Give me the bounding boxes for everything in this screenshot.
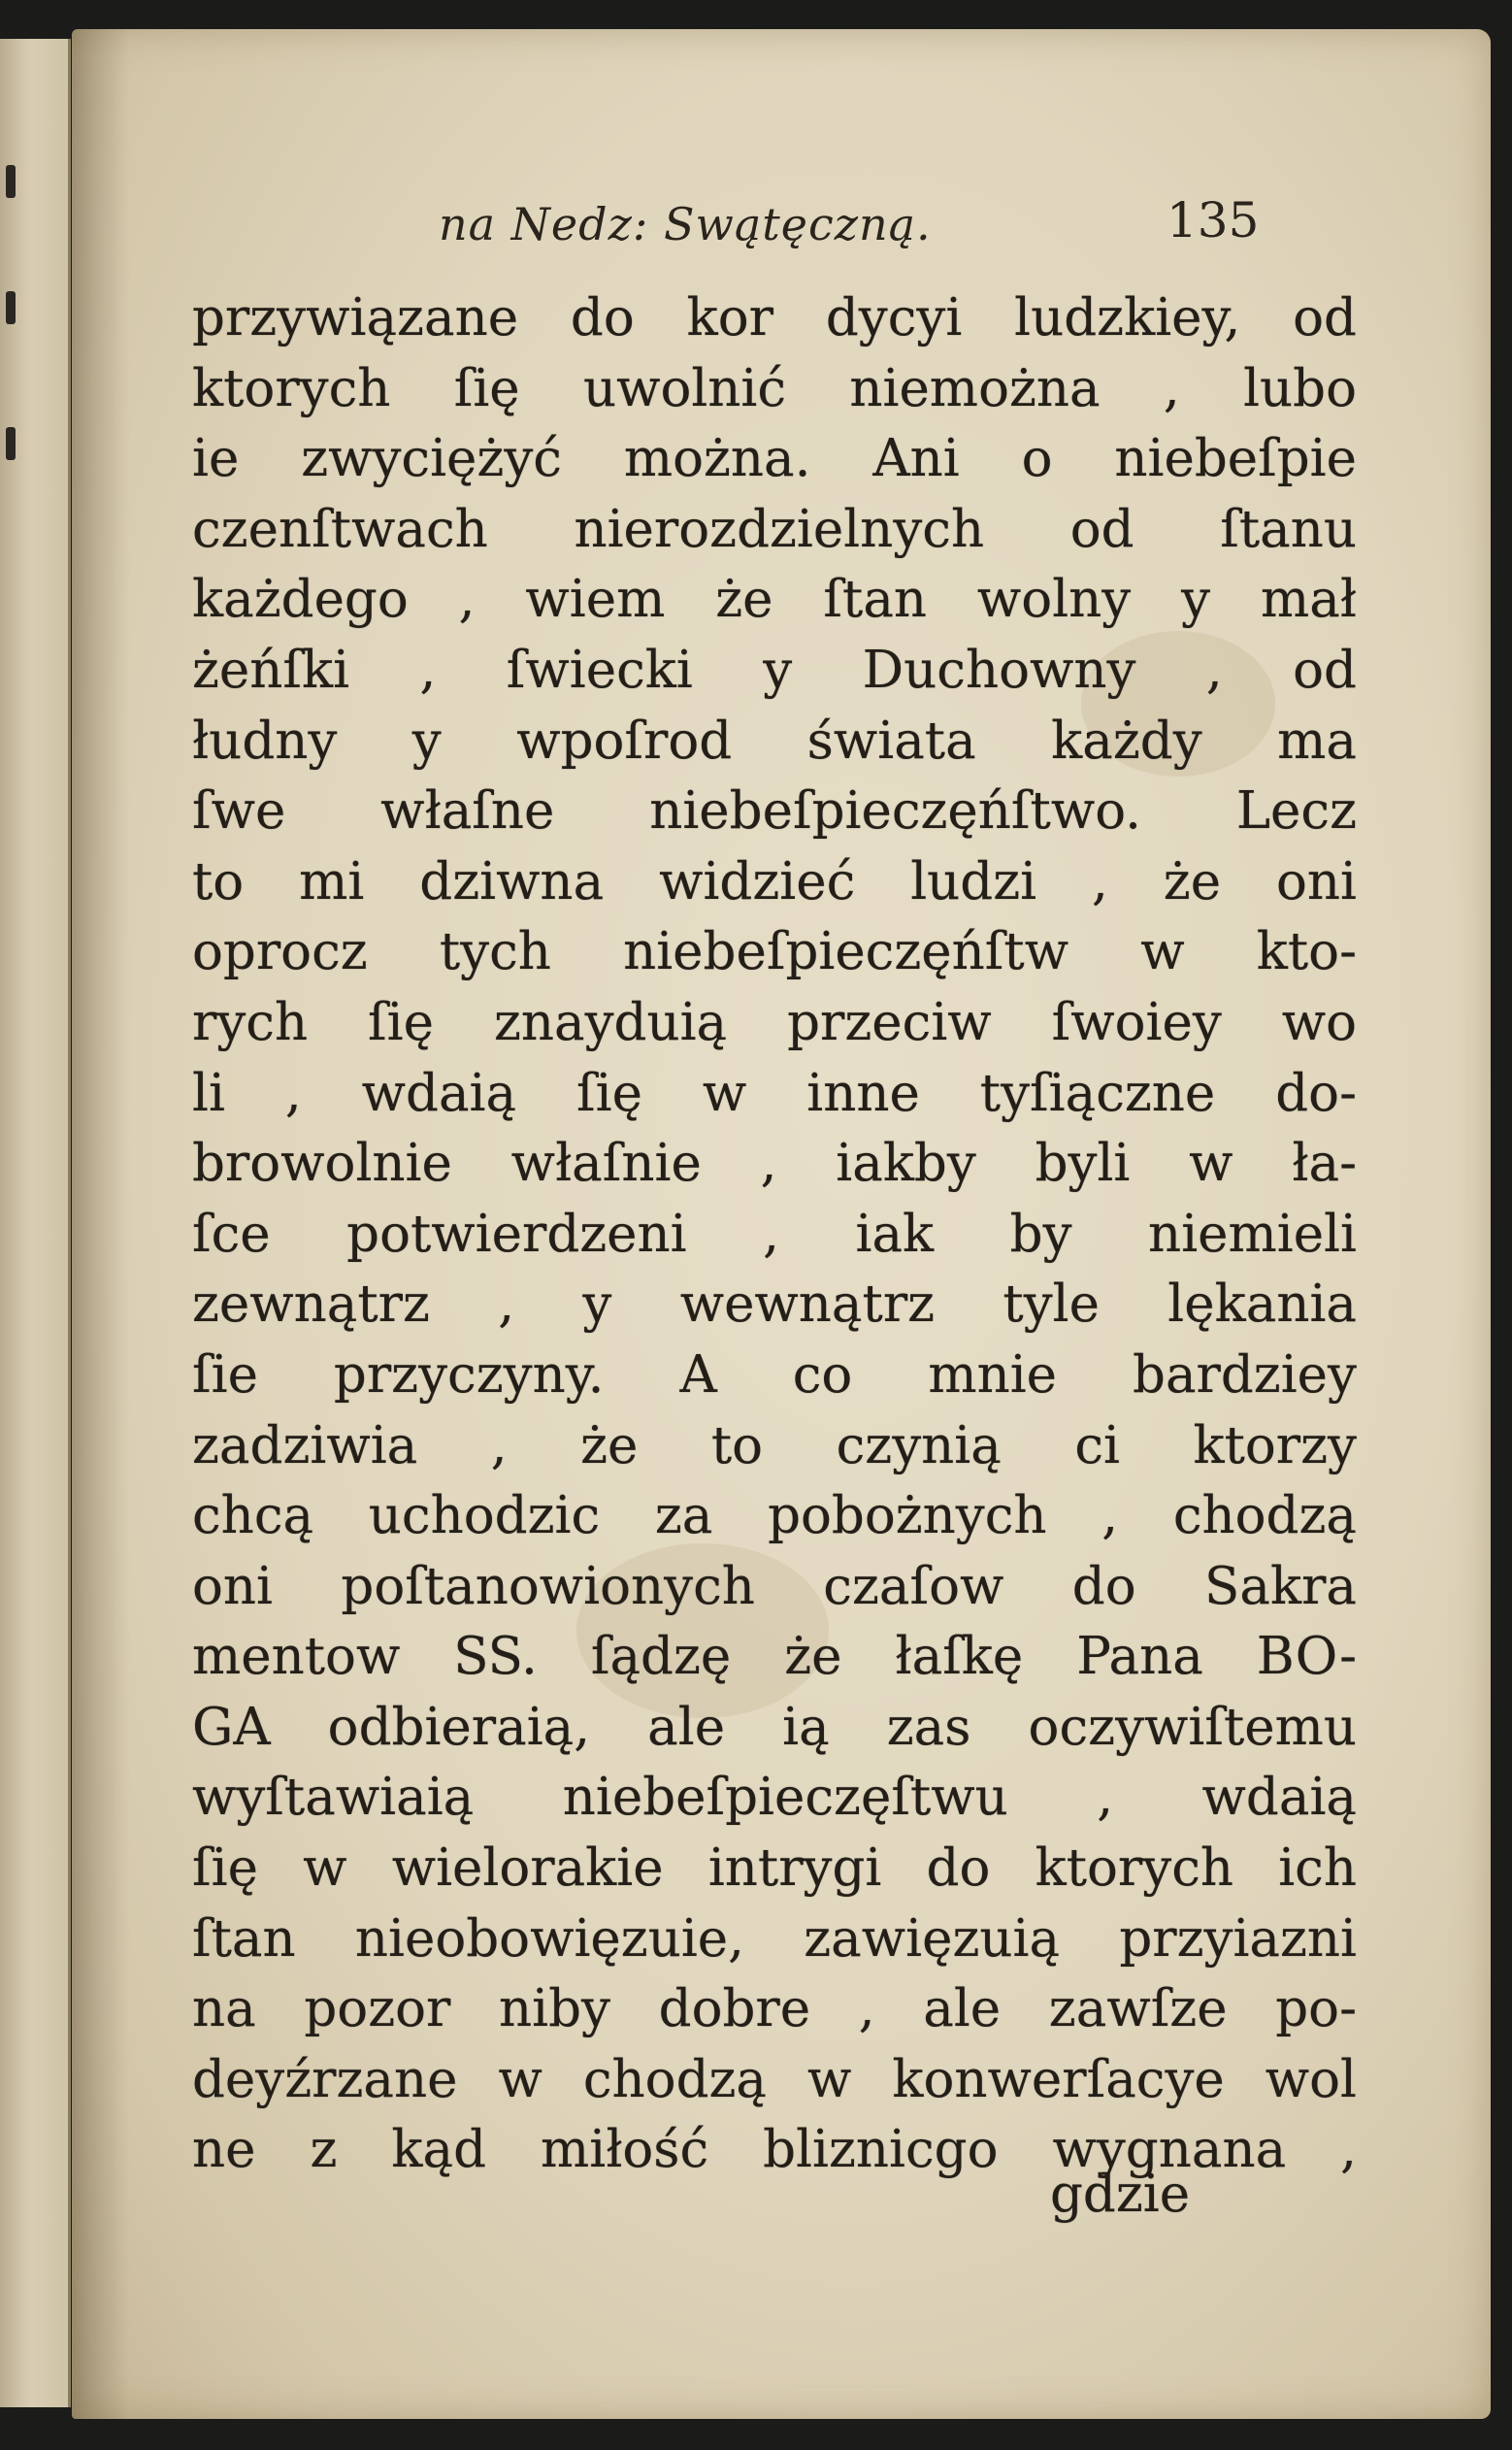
text-line: na pozor niby dobre , ale zawſze po- [192,1979,1357,2039]
text-line: oprocz tych niebeſpieczęńſtw w kto- [192,922,1357,982]
text-line: żeńſki , ſwiecki y Duchowny , od [192,640,1357,700]
text-line: ktorych ſię uwolnić niemożna , lubo [192,358,1357,418]
text-line: przywiązane do kor dycyi ludzkiey, od [192,288,1357,348]
text-line: mentow SS. ſądzę że łaſkę Pana BO- [192,1627,1357,1687]
text-line: chcą uchodzic za pobożnych , chodzą [192,1486,1357,1546]
text-line: każdego , wiem że ſtan wolny y mał [192,570,1357,630]
text-line: to mi dziwna widzieć ludzi , że oni [192,851,1357,911]
body-text [192,283,1357,2186]
text-line: czenſtwach nierozdzielnych od ſtanu [192,499,1357,559]
text-line: browolnie właſnie , iakby byli w ła- [192,1134,1357,1194]
ink-fragment [6,291,16,324]
text-line: łudny y wpoſrod świata każdy ma [192,711,1357,771]
text-line: GA odbieraią, ale ią zas oczywiſtemu [192,1697,1357,1757]
ink-fragment [6,427,16,460]
catchword: gdzie [1050,2165,1191,2224]
page-number: 135 [1167,192,1260,248]
text-line: ſtan nieobowięzuie, zawięzuią przyiazni [192,1908,1357,1969]
text-line: ſce potwierdzeni , iak by niemieli [192,1204,1357,1264]
text-line: ſię w wielorakie intrygi do ktorych ich [192,1838,1357,1899]
text-line: zadziwia , że to czynią ci ktorzy [192,1415,1357,1475]
text-line: rych ſię znayduią przeciw ſwoiey wo [192,992,1357,1052]
running-head [72,192,1491,270]
text-line: oni poſtanowionych czaſow do Sakra [192,1556,1357,1616]
text-line: ie zwyciężyć można. Ani o niebeſpie [192,429,1357,489]
text-line: wyſtawiaią niebeſpieczęſtwu , wdaią [192,1768,1357,1828]
running-head-title: na Nedz: Swątęczną. [439,198,932,250]
gutter-shadow [72,29,130,2419]
text-line: ſie przyczyny. A co mnie bardziey [192,1344,1357,1405]
text-line: deyźrzane w chodzą w konwerſacye wol [192,2049,1357,2109]
text-line: ſwe właſne niebeſpieczęńſtwo. Lecz [192,781,1357,842]
text-line: ne z kąd miłość bliznicgo wygnana , [192,2120,1357,2180]
ink-fragment [6,165,16,198]
book-page [72,29,1491,2419]
text-line: zewnątrz , y wewnątrz tyle lękania [192,1275,1357,1335]
text-line: li , wdaią ſię w inne tyſiączne do- [192,1063,1357,1123]
previous-page-edge [0,39,71,2407]
